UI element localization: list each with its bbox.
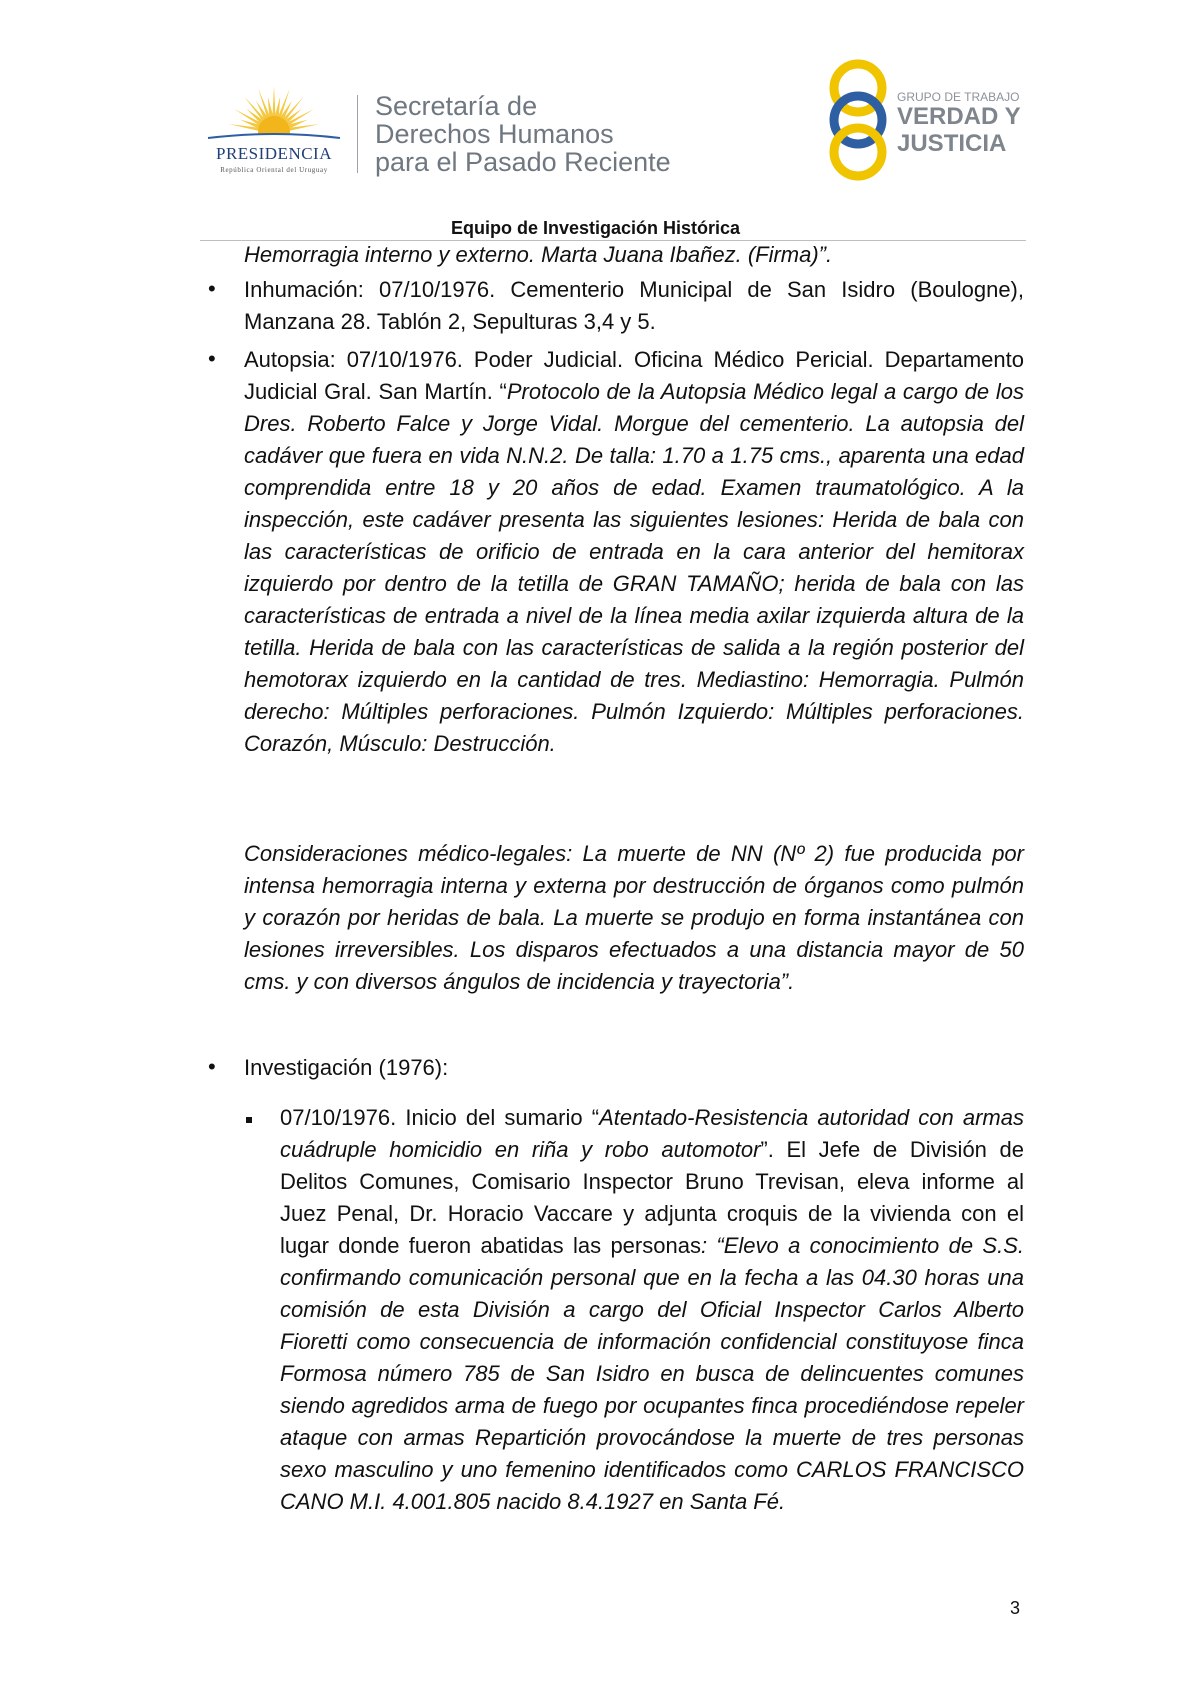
sun-emblem-icon [196, 82, 352, 152]
autopsia-protocol-quote: Protocolo de la Autopsia Médico legal a cargo de los Dres. Roberto Falce y Jorge Vidal. Morgue del cementerio. La autopsia del cadáver que fuera en vida N.N.2. De talla: 1.70 a 1.75 cms., aparenta una edad comprendida entre 18 y 20 años de edad. Examen traumatológico. A la inspección, este cadáver presenta las siguientes lesiones: Herida de bala con las características de orificio de entrada en la cara anterior del hemitorax izquierdo por dentro de la tetilla de GRAN TAMAÑO; herida de bala con las características de entrada a nivel de la línea media axilar izquierda altura de la tetilla. Herida de bala con las características de salida a la región posterior del hemotorax izquierdo en la cantidad de tres. Mediastino: Hemorragia. Pulmón derecho: Múltiples perforaciones. Pulmón Izquierdo: Múltiples perforaciones. Corazón, Músculo: Destrucción. [244, 379, 1024, 756]
consideraciones-paragraph: Consideraciones médico-legales: La muerte de NN (Nº 2) fue producida por intensa hemorragia interna y externa por destrucción de órganos como pulmón y corazón por heridas de bala. La muerte se produjo en forma instantánea con lesiones irreversibles. Los disparos efectuados a una distancia mayor de 50 cms. y con diversos ángulos de incidencia y trayectoria”. [244, 841, 1024, 994]
inhumacion-paragraph: Inhumación: 07/10/1976. Cementerio Municipal de San Isidro (Boulogne), Manzana 28. Tablón 2, Sepulturas 3,4 y 5. [244, 277, 1024, 334]
sub-bullet-marker [246, 1117, 252, 1123]
secretaria-line-2: Derechos Humanos [375, 119, 614, 149]
secretaria-line-1: Secretaría de [375, 91, 538, 121]
presidencia-wordmark: PRESIDENCIA [215, 144, 332, 163]
autopsia-intro: Autopsia: 07/10/1976. Poder Judicial. Oficina Médico Pericial. Departamento Judicial Gral. San Martín. “ [244, 347, 1024, 404]
autopsia-paragraph [244, 344, 1024, 760]
presidencia-subtitle: República Oriental del Uruguay [220, 166, 328, 174]
linked-rings-icon [820, 58, 896, 182]
gtvj-small-text: GRUPO DE TRABAJO [897, 90, 1020, 104]
sumario-title-quote: Atentado-Resistencia autoridad con armas cuádruple homicidio en riña y robo automotor [280, 1105, 1024, 1162]
investigacion-heading: Investigación (1976): [244, 1055, 449, 1080]
sumario-paragraph [280, 1102, 1024, 1518]
logo-divider [357, 95, 358, 173]
bullet-dot: • [208, 1054, 216, 1079]
sumario-intro: 07/10/1976. Inicio del sumario “ [280, 1105, 600, 1130]
secretaria-title [375, 92, 671, 176]
page-number: 3 [1010, 1598, 1021, 1618]
sumario-report-quote: : “Elevo a conocimiento de S.S. confirmando comunicación personal que en la fecha a las 04.30 horas una comisión de esta División a cargo del Oficial Inspector Carlos Alberto Fioretti como consecuencia de información confidencial constituyose finca Formosa número 785 de San Isidro en busca de delincuentes comunes siendo agredidos arma de fuego por ocupantes finca procediéndose repeler ataque con armas Repartición provocándose la muerte de tres personas sexo masculino y uno femenino identificados como CARLOS FRANCISCO CANO M.I. 4.001.805 nacido 8.4.1927 en Santa Fé. [280, 1233, 1024, 1514]
gtvj-line-1: VERDAD Y [897, 103, 1021, 130]
secretaria-line-3: para el Pasado Reciente [375, 147, 671, 177]
bullet-dot: • [208, 276, 216, 301]
bullet-dot: • [208, 346, 216, 371]
presidencia-logo [196, 82, 352, 182]
continued-line: Hemorragia interno y externo. Marta Juana Ibañez. (Firma)”. [244, 242, 833, 267]
gtvj-logo [820, 58, 1020, 182]
gtvj-line-2: JUSTICIA [897, 130, 1007, 157]
team-heading: Equipo de Investigación Histórica [450, 218, 741, 238]
sumario-body: ”. El Jefe de División de Delitos Comunes, Comisario Inspector Bruno Trevisan, eleva informe al Juez Penal, Dr. Horacio Vaccare y adjunta croquis de la vivienda con el lugar donde fueron abatidas las personas [280, 1137, 1024, 1258]
